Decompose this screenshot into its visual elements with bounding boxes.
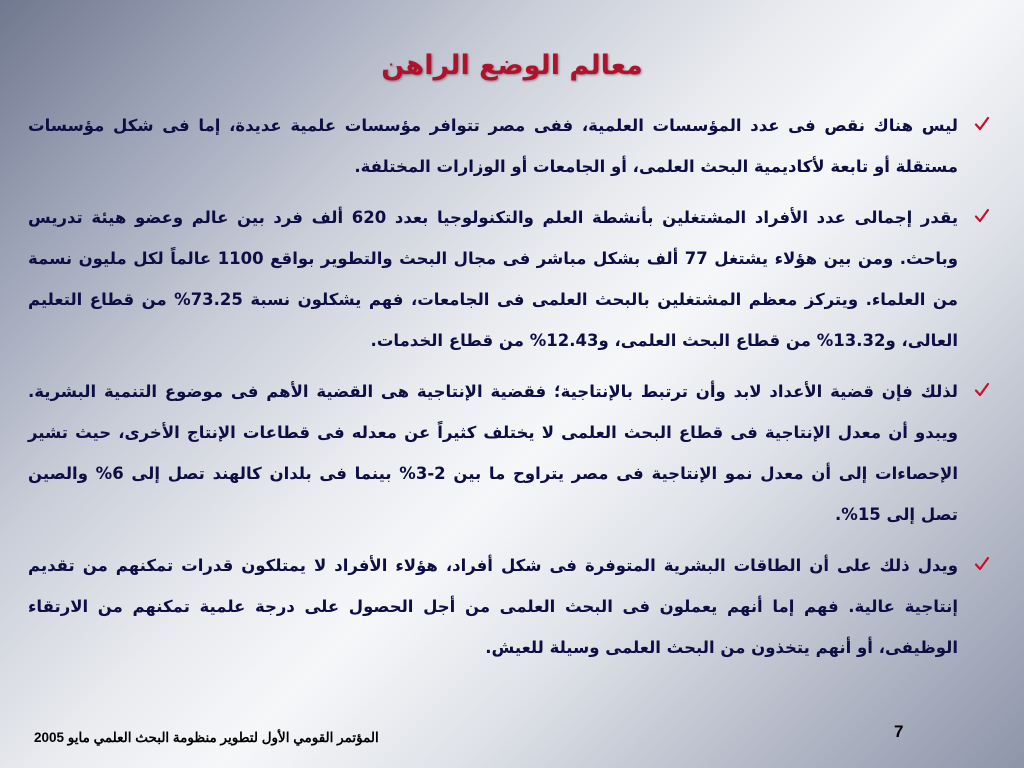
bullet-item [28, 545, 994, 668]
bullet-text: ويدل ذلك على أن الطاقات البشرية المتوفرة فى شكل أفراد، هؤلاء الأفراد لا يمتلكون قدرات تمكنهم من تقديم إنتاجية عالية. فهم إما أنهم يعملون فى البحث العلمى من أجل الحصول على درجة علمية تمكنهم من الارتقاء الوظيفى، أو أنهم يتخذون من البحث العلمى وسيلة للعيش. [28, 556, 958, 657]
check-icon [974, 116, 990, 132]
bullet-text: لذلك فإن قضية الأعداد لابد وأن ترتبط بالإنتاجية؛ فقضية الإنتاجية هى القضية الأهم فى موضوع التنمية البشرية. ويبدو أن معدل الإنتاجية فى قطاع البحث العلمى لا يختلف كثيراً عن معدله فى قطاعات الإنتاج الأخرى، حيث تشير الإحصاءات إلى أن معدل نمو الإنتاجية فى مصر يتراوح ما بين 2-3% بينما فى بلدان كالهند تصل إلى 6% والصين تصل إلى 15%. [28, 382, 958, 524]
bullet-item [28, 371, 994, 535]
bullet-item [28, 197, 994, 361]
page-number: 7 [894, 722, 904, 741]
bullet-list [28, 105, 994, 678]
bullet-item [28, 105, 994, 187]
slide-title: معالم الوضع الراهن [381, 50, 643, 81]
bullet-text: ليس هناك نقص فى عدد المؤسسات العلمية، ففى مصر تتوافر مؤسسات علمية عديدة، إما فى شكل مؤسسات مستقلة أو تابعة لأكاديمية البحث العلمى، أو الجامعات أو الوزارات المختلفة. [28, 116, 958, 176]
check-icon [974, 382, 990, 398]
bullet-text: يقدر إجمالى عدد الأفراد المشتغلين بأنشطة العلم والتكنولوجيا بعدد 620 ألف فرد بين عالم وعضو هيئة تدريس وباحث. ومن بين هؤلاء يشتغل 77 ألف بشكل مباشر فى مجال البحث والتطوير بواقع 1100 عالماً لكل مليون نسمة من العلماء. ويتركز معظم المشتغلين بالبحث العلمى فى الجامعات، فهم يشكلون نسبة 73.25% من قطاع التعليم العالى، و13.32% من قطاع البحث العلمى، و12.43% من قطاع الخدمات. [28, 208, 959, 350]
footer-text: المؤتمر القومي الأول لتطوير منظومة البحث العلمي مايو 2005 [34, 730, 379, 745]
check-icon [974, 556, 990, 572]
check-icon [974, 208, 990, 224]
